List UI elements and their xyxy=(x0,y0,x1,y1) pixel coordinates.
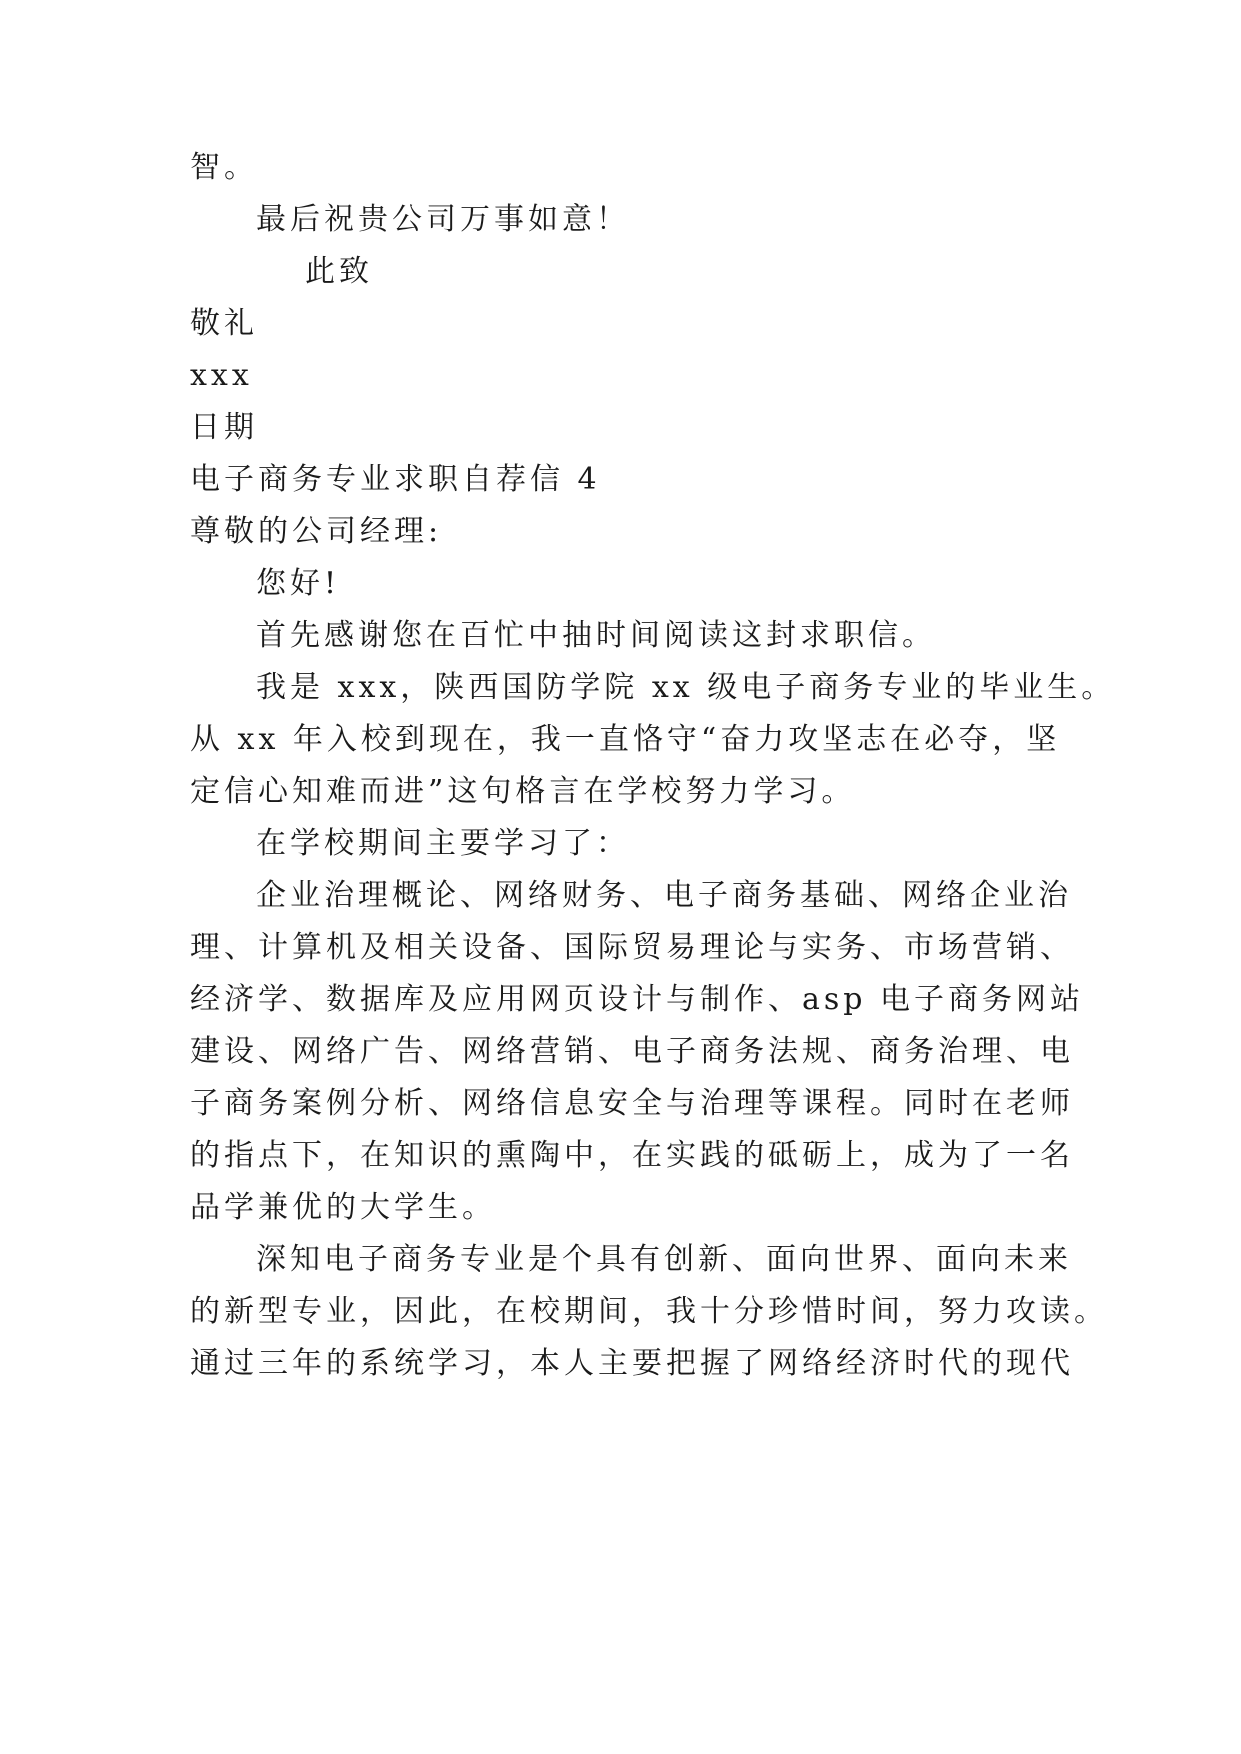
paragraph-thanks: 首先感谢您在百忙中抽时间阅读这封求职信。 xyxy=(256,618,936,653)
courses-line: 子商务案例分析、网络信息安全与治理等课程。同时在老师 xyxy=(190,1086,1074,1121)
courses-line: 企业治理概论、网络财务、电子商务基础、网络企业治 xyxy=(256,878,1072,913)
courses-lead: 在学校期间主要学习了： xyxy=(256,826,630,861)
signature-name: xxx xyxy=(190,358,253,393)
courses-line: 理、计算机及相关设备、国际贸易理论与实务、市场营销、 xyxy=(190,930,1074,965)
signature-date: 日期 xyxy=(190,410,258,445)
courses-line: 经济学、数据库及应用网页设计与制作、asp 电子商务网站 xyxy=(190,982,1085,1017)
paragraph-intro-line: 从 xx 年入校到现在，我一直恪守“奋力攻坚志在必夺，坚 xyxy=(190,722,1061,757)
greeting: 您好! xyxy=(256,566,341,601)
courses-line: 品学兼优的大学生。 xyxy=(190,1190,496,1225)
letter-title: 电子商务专业求职自荐信 4 xyxy=(190,462,601,497)
major-line: 通过三年的系统学习，本人主要把握了网络经济时代的现代 xyxy=(190,1346,1074,1381)
paragraph-intro-line: 定信心知难而进”这句格言在学校努力学习。 xyxy=(190,774,856,809)
closing-wish: 最后祝贵公司万事如意！ xyxy=(256,202,630,237)
salutation-ci-zhi: 此致 xyxy=(305,254,373,289)
courses-line: 的指点下，在知识的熏陶中，在实践的砥砺上，成为了一名 xyxy=(190,1138,1074,1173)
paragraph-intro-line: 我是 xxx，陕西国防学院 xx 级电子商务专业的毕业生。 xyxy=(256,670,1116,705)
major-line: 的新型专业，因此，在校期间，我十分珍惜时间，努力攻读。 xyxy=(190,1294,1108,1329)
courses-line: 建设、网络广告、网络营销、电子商务法规、商务治理、电 xyxy=(190,1034,1074,1069)
top-fragment: 智。 xyxy=(190,150,258,185)
salutation-jing-li: 敬礼 xyxy=(190,306,258,341)
addressee: 尊敬的公司经理: xyxy=(190,514,443,549)
major-line: 深知电子商务专业是个具有创新、面向世界、面向未来 xyxy=(256,1242,1072,1277)
